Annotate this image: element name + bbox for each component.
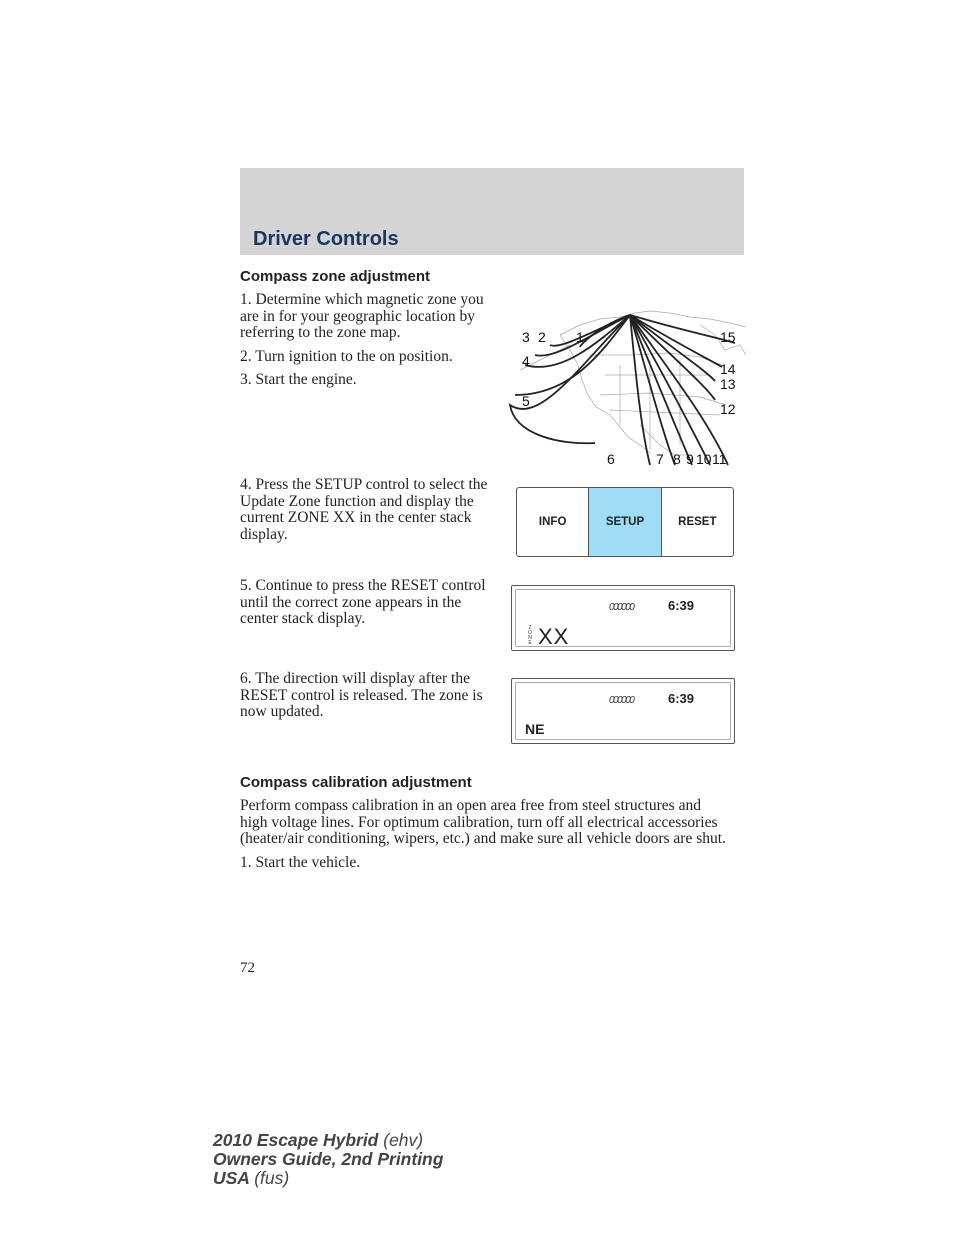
zone-value: XX (538, 624, 570, 649)
zone-label-13: 13 (720, 376, 736, 392)
zone-steps-1-3 (240, 292, 485, 396)
zone-label-10: 10 (696, 451, 712, 467)
step-6: 6. The direction will display after the RESET control is released. The zone is now updated. (240, 670, 483, 720)
page-title: Driver Controls (253, 228, 399, 250)
zone-label-4: 4 (522, 353, 530, 369)
calibration-body (240, 798, 730, 878)
zone-display-screen (515, 589, 731, 647)
reset-button[interactable]: RESET (678, 516, 717, 528)
document-footer (213, 1131, 443, 1188)
center-stack-controls (516, 487, 734, 557)
zone-label-1: 1 (576, 329, 584, 345)
zone-label-12: 12 (720, 401, 736, 417)
odometer-readout: 000000 (609, 602, 634, 613)
step-3: 3. Start the engine. (240, 371, 357, 388)
zone-label-14: 14 (720, 361, 736, 377)
step-4: 4. Press the SETUP control to select the Update Zone function and display the current ZONE XX in the center stack display. (240, 476, 488, 543)
footer-market: USA (213, 1168, 250, 1188)
zone-label-3: 3 (522, 329, 530, 345)
zone-label-2: 2 (538, 329, 546, 345)
direction-display (511, 678, 735, 744)
footer-model-code: (ehv) (383, 1130, 424, 1150)
footer-edition: Owners Guide, 2nd Printing (213, 1149, 444, 1169)
direction-value: NE (525, 721, 545, 737)
zone-label-9: 9 (686, 451, 694, 467)
calibration-step-1: 1. Start the vehicle. (240, 853, 361, 871)
step-2: 2. Turn ignition to the on position. (240, 347, 453, 365)
zone-map (500, 305, 750, 470)
calibration-intro: Perform compass calibration in an open area free from steel structures and high voltage lines. For optimum calibration, turn off all electrical accessories (heater/air conditioning, wipers, etc.) and make sure all vehicle doors are shut. (240, 797, 726, 847)
direction-display-screen (515, 682, 731, 740)
step-1: 1. Determine which magnetic zone you are in for your geographic location by referring to the zone map. (240, 291, 484, 341)
zone-label-7: 7 (656, 451, 664, 467)
clock-readout: 6:39 (668, 598, 695, 613)
page-number: 72 (240, 960, 255, 976)
zone-label-6: 6 (607, 451, 615, 467)
zone-label-vertical: Z O N E (528, 625, 532, 646)
zone-display (511, 585, 735, 651)
setup-button[interactable]: SETUP (589, 488, 661, 556)
zone-label-15: 15 (720, 329, 736, 345)
footer-model: 2010 Escape Hybrid (213, 1130, 379, 1150)
odometer-readout: 000000 (609, 695, 634, 706)
zone-label-11: 11 (712, 451, 727, 467)
zone-label-5: 5 (522, 393, 530, 409)
clock-readout: 6:39 (668, 691, 695, 706)
step-5: 5. Continue to press the RESET control until the correct zone appears in the center stack display. (240, 577, 486, 627)
info-button[interactable]: INFO (517, 488, 589, 556)
footer-market-code: (fus) (254, 1168, 290, 1188)
zone-label-8: 8 (673, 451, 681, 467)
calibration-heading: Compass calibration adjustment (240, 774, 472, 791)
zone-heading: Compass zone adjustment (240, 268, 431, 285)
